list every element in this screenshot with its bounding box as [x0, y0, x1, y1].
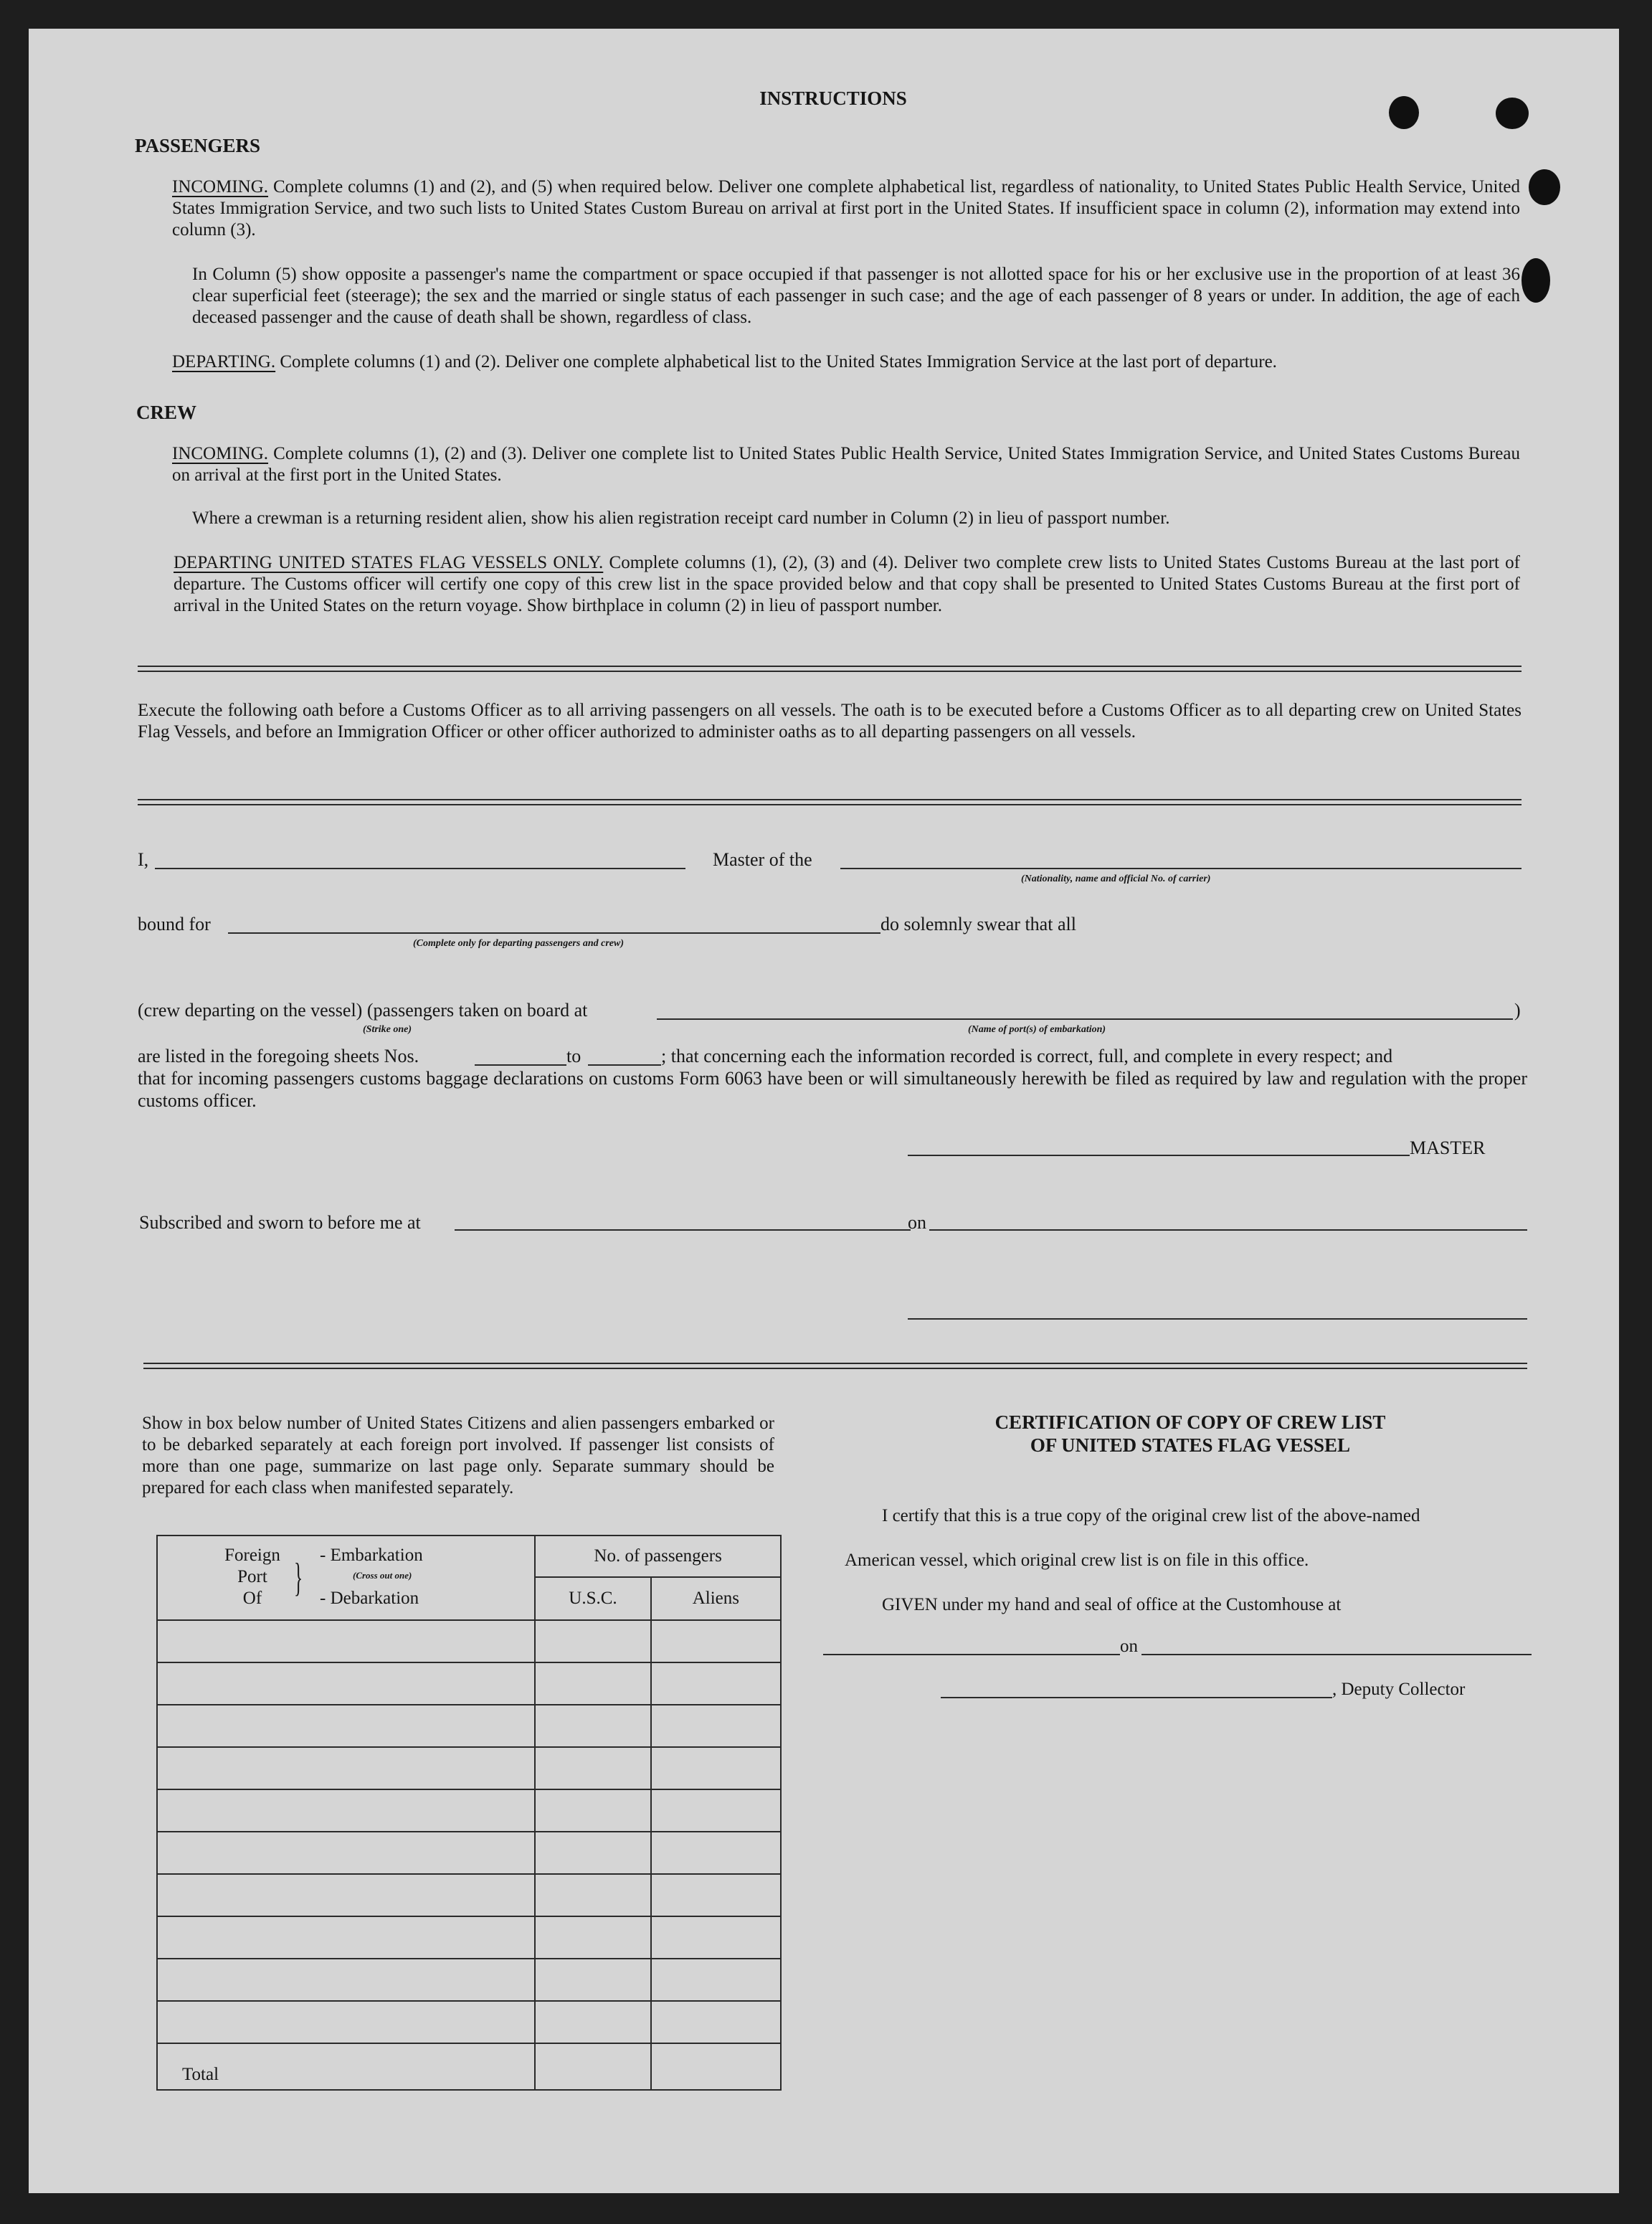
close-paren: )	[1514, 1000, 1521, 1021]
passengers-departing-label: DEPARTING.	[172, 352, 276, 372]
passengers-heading: PASSENGERS	[135, 135, 261, 156]
port-cell[interactable]	[157, 1959, 535, 2001]
sworn-place-field[interactable]	[455, 1229, 911, 1231]
deputy-collector-label: , Deputy Collector	[1332, 1680, 1466, 1699]
usc-cell[interactable]	[535, 1959, 650, 2001]
divider-2	[138, 799, 1522, 805]
sworn-on-label: on	[908, 1212, 926, 1233]
aliens-cell[interactable]	[651, 1747, 781, 1789]
aliens-cell[interactable]	[651, 1959, 781, 2001]
port-cell[interactable]	[157, 1789, 535, 1832]
certification-title-line1: CERTIFICATION OF COPY OF CREW LIST	[994, 1411, 1386, 1433]
listed-rest: that for incoming passengers customs baggage declarations on customs Form 6063 have been or will simultaneously herewith be filed as required by law and regulation with the proper customs officer.	[138, 1068, 1527, 1111]
aliens-cell[interactable]	[651, 1620, 781, 1662]
table-row	[157, 1662, 781, 1705]
aliens-total-cell[interactable]	[651, 2043, 781, 2090]
table-row	[157, 1747, 781, 1789]
punch-hole-3	[1529, 169, 1560, 205]
usc-cell[interactable]	[535, 1832, 650, 1874]
oath-i-label: I,	[138, 849, 149, 870]
embarkation-label: - Embarkation	[320, 1546, 423, 1565]
crew-incoming-text: Complete columns (1), (2) and (3). Deliver one complete list to United States Public Health Service, United States Immigration Service, and United States Customs Bureau on arrival at the first port in the United States.	[172, 444, 1520, 485]
aliens-cell[interactable]	[651, 1874, 781, 1916]
port-cell[interactable]	[157, 1832, 535, 1874]
port-cell[interactable]	[157, 1874, 535, 1916]
aliens-cell[interactable]	[651, 1832, 781, 1874]
port-cell[interactable]	[157, 1916, 535, 1959]
port-header-cell	[157, 1535, 535, 1620]
officer-signature-field[interactable]	[908, 1318, 1527, 1320]
usc-cell[interactable]	[535, 1747, 650, 1789]
usc-header: U.S.C.	[535, 1577, 650, 1620]
table-row	[157, 1705, 781, 1747]
table-row	[157, 1832, 781, 1874]
passengers-departing-paragraph	[172, 351, 1520, 373]
port-cell[interactable]	[157, 2001, 535, 2043]
usc-cell[interactable]	[535, 1874, 650, 1916]
sheets-to-field[interactable]	[588, 1064, 661, 1066]
no-of-passengers-header: No. of passengers	[535, 1535, 781, 1577]
crew-incoming-paragraph	[172, 443, 1520, 486]
usc-total-cell[interactable]	[535, 2043, 650, 2090]
crew-crewman-text: Where a crewman is a returning resident alien, show his alien registration receipt card number in Column (2) in lieu of passport number.	[192, 508, 1170, 528]
divider-1	[138, 666, 1522, 672]
usc-cell[interactable]	[535, 1916, 650, 1959]
certification-title-line2: OF UNITED STATES FLAG VESSEL	[1030, 1434, 1351, 1456]
total-row	[157, 2043, 781, 2090]
summary-instruction-text: Show in box below number of United States Citizens and alien passengers embarked or to be debarked separately at each foreign port involved. If passenger list consists of more than one page, summarize on last page only. Separate summary should be prepared for each class when manifested separately.	[142, 1414, 774, 1497]
crew-departing-paragraph	[174, 552, 1520, 617]
certification-date-field[interactable]	[1141, 1654, 1532, 1655]
crew-departing-text: Complete columns (1), (2), (3) and (4). Deliver two complete crew lists to United States Customs Bureau at the last port of departure. The Customs officer will certify one copy of this crew list in the space provided below and that copy shall be presented to United States Customs Bureau at the first port of arrival in the United States on the return voyage. Show birthplace in column (2) in lieu of passport number.	[174, 553, 1520, 615]
usc-cell[interactable]	[535, 1705, 650, 1747]
table-row	[157, 1874, 781, 1916]
usc-cell[interactable]	[535, 1789, 650, 1832]
aliens-cell[interactable]	[651, 2001, 781, 2043]
usc-cell[interactable]	[535, 1662, 650, 1705]
certify-line2: American vessel, which original crew list is on file in this office.	[845, 1551, 1309, 1570]
oath-instruction-text: Execute the following oath before a Customs Officer as to all arriving passengers on all vessels. The oath is to be executed before a Customs Officer as to all departing crew on United States Flag Vessels, and before an Immigration Officer or other officer authorized to administer oaths as to all departing passengers on all vessels.	[138, 701, 1522, 742]
bound-for-field[interactable]	[228, 932, 880, 934]
table-row	[157, 1620, 781, 1662]
port-cell[interactable]	[157, 1705, 535, 1747]
table-row	[157, 1916, 781, 1959]
given-line: GIVEN under my hand and seal of office at the Customhouse at	[882, 1595, 1342, 1614]
crew-heading: CREW	[136, 402, 197, 423]
usc-cell[interactable]	[535, 1620, 650, 1662]
subscribed-label: Subscribed and sworn to before me at	[139, 1212, 421, 1233]
of-label: Of	[242, 1589, 262, 1608]
customhouse-field[interactable]	[823, 1654, 1120, 1655]
instructions-title: INSTRUCTIONS	[759, 87, 907, 109]
table-row	[157, 1789, 781, 1832]
listed-prefix: are listed in the foregoing sheets Nos.	[138, 1046, 419, 1066]
port-cell[interactable]	[157, 1662, 535, 1705]
table-row	[157, 2001, 781, 2043]
carrier-field[interactable]	[840, 868, 1522, 869]
master-of-label: Master of the	[713, 849, 812, 870]
cross-out-caption: (Cross out one)	[353, 1570, 412, 1581]
bound-for-label: bound for	[138, 914, 211, 934]
aliens-cell[interactable]	[651, 1789, 781, 1832]
strike-one-caption: (Strike one)	[363, 1024, 412, 1035]
crew-passengers-label: (crew departing on the vessel) (passengers taken on board at	[138, 1000, 588, 1021]
aliens-header: Aliens	[651, 1577, 781, 1620]
swear-label: do solemnly swear that all	[880, 914, 1076, 934]
passengers-column5-text: In Column (5) show opposite a passenger's name the compartment or space occupied if that passenger is not allotted space for his or her exclusive use in the proportion of at least 36 clear superficial feet (steerage); the sex and the married or single status of each passenger in such case; and the age of each passenger of 8 years or under. In addition, the age of each deceased passenger and the cause of death shall be shown, regardless of class.	[192, 265, 1520, 327]
passenger-summary-table	[156, 1535, 782, 2091]
master-signature-field[interactable]	[908, 1155, 1410, 1156]
certify-line1: I certify that this is a true copy of the original crew list of the above-named	[882, 1506, 1420, 1525]
aliens-cell[interactable]	[651, 1705, 781, 1747]
passengers-incoming-text: Complete columns (1) and (2), and (5) when required below. Deliver one complete alphabetical list, regardless of nationality, to United States Public Health Service, United States Immigration Service, and two such lists to United States Custom Bureau on arrival at first port in the United States. If insufficient space in column (2), information may extend into column (3).	[172, 177, 1521, 240]
brace-icon: }	[294, 1556, 303, 1600]
aliens-cell[interactable]	[651, 1916, 781, 1959]
port-label: Port	[237, 1567, 267, 1586]
crew-departing-label: DEPARTING UNITED STATES FLAG VESSELS ONLY.	[174, 553, 604, 572]
sheets-from-field[interactable]	[475, 1064, 566, 1066]
port-cell[interactable]	[157, 1747, 535, 1789]
carrier-caption: (Nationality, name and official No. of carrier)	[1021, 874, 1211, 884]
sworn-date-field[interactable]	[929, 1229, 1527, 1231]
divider-3	[143, 1363, 1527, 1369]
passengers-departing-text: Complete columns (1) and (2). Deliver one complete alphabetical list to the United States Immigration Service at the last port of departure.	[280, 352, 1277, 372]
total-label: Total	[157, 2043, 535, 2090]
table-row	[157, 1959, 781, 2001]
punch-hole-4	[1522, 258, 1550, 303]
aliens-cell[interactable]	[651, 1662, 781, 1705]
usc-cell[interactable]	[535, 2001, 650, 2043]
passengers-incoming-paragraph	[172, 176, 1520, 241]
certification-on-label: on	[1120, 1637, 1138, 1656]
to-label: to	[566, 1046, 581, 1066]
bound-for-caption: (Complete only for departing passengers and crew)	[413, 938, 624, 949]
crew-incoming-label: INCOMING.	[172, 444, 269, 463]
deputy-signature-field[interactable]	[941, 1697, 1332, 1698]
master-name-field[interactable]	[155, 868, 685, 869]
debarkation-label: - Debarkation	[320, 1589, 419, 1608]
foreign-label: Foreign	[224, 1546, 280, 1565]
master-label: MASTER	[1410, 1137, 1486, 1158]
form-page	[29, 29, 1619, 2193]
port-caption: (Name of port(s) of embarkation)	[968, 1024, 1106, 1035]
listed-suffix: ; that concerning each the information recorded is correct, full, and complete in every respect; and	[661, 1046, 1393, 1066]
embarkation-port-field[interactable]	[657, 1018, 1513, 1020]
passengers-incoming-label: INCOMING.	[172, 177, 269, 197]
port-cell[interactable]	[157, 1620, 535, 1662]
